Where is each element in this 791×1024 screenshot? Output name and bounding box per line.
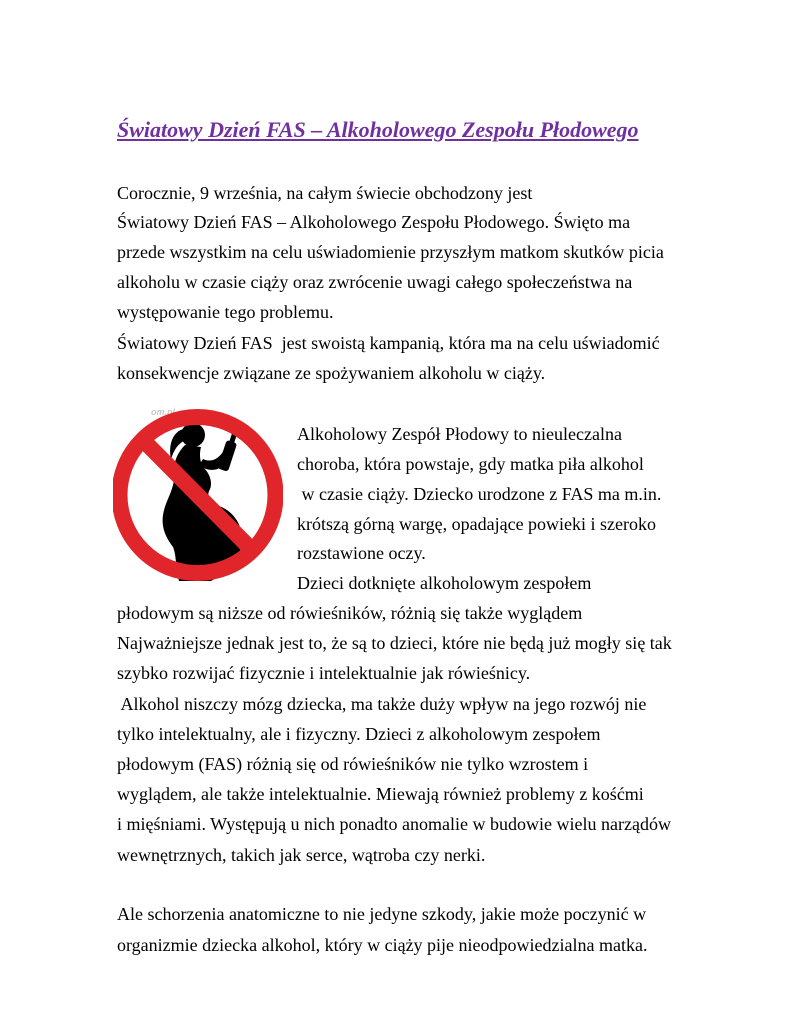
body-text-line: szybko rozwijać fizycznie i intelektualnie jak rówieśnicy. bbox=[117, 663, 531, 683]
body-text-line: konsekwencje związane ze spożywaniem alkoholu w ciąży. bbox=[117, 363, 546, 383]
body-text-line: Najważniejsze jednak jest to, że są to dzieci, które nie będą już mogły się tak bbox=[117, 633, 672, 653]
body-text-line: wewnętrznych, takich jak serce, wątroba czy nerki. bbox=[117, 845, 486, 865]
body-text-line: alkoholu w czasie ciąży oraz zwrócenie uwagi całego społeczeństwa na bbox=[117, 272, 633, 292]
body-text-line: tylko intelektualny, ale i fizyczny. Dzieci z alkoholowym zespołem bbox=[117, 724, 601, 744]
body-text-line: Alkoholowy Zespół Płodowy to nieuleczalna bbox=[297, 424, 622, 444]
body-text-line: płodowym są niższe od rówieśników, różnią się także wyglądem bbox=[117, 603, 583, 623]
body-text-line: w czasie ciąży. Dziecko urodzone z FAS ma m.in. bbox=[297, 484, 662, 504]
document-title: Światowy Dzień FAS – Alkoholowego Zespołu Płodowego bbox=[117, 117, 639, 142]
body-text-line: Światowy Dzień FAS – Alkoholowego Zespołu Płodowego. Święto ma bbox=[117, 212, 631, 232]
body-text-line: występowanie tego problemu. bbox=[117, 302, 334, 322]
body-text-line: Dzieci dotknięte alkoholowym zespołem bbox=[297, 573, 592, 593]
body-text-line: Światowy Dzień FAS jest swoistą kampanią, która ma na celu uświadomić bbox=[117, 333, 660, 353]
no-alcohol-in-pregnancy-icon bbox=[113, 405, 283, 585]
body-text-line: krótszą górną wargę, opadające powieki i szeroko bbox=[297, 514, 657, 534]
body-text-line: wyglądem, ale także intelektualnie. Miewają również problemy z kośćmi bbox=[117, 784, 644, 804]
body-text-line: rozstawione oczy. bbox=[297, 543, 426, 563]
watermark-text: om.pl bbox=[151, 407, 175, 417]
body-text-line: przede wszystkim na celu uświadomienie przyszłym matkom skutków picia bbox=[117, 242, 664, 262]
body-text-line: Alkohol niszczy mózg dziecka, ma także duży wpływ na jego rozwój nie bbox=[117, 694, 647, 714]
body-text-line: choroba, która powstaje, gdy matka piła alkohol bbox=[297, 454, 644, 474]
body-text-line: płodowym (FAS) różnią się od rówieśników nie tylko wzrostem i bbox=[117, 754, 589, 774]
body-text-line: Ale schorzenia anatomiczne to nie jedyne szkody, jakie może poczynić w bbox=[117, 904, 647, 924]
body-text-line: i mięśniami. Występują u nich ponadto anomalie w budowie wielu narządów bbox=[117, 814, 671, 834]
body-text-line: Corocznie, 9 września, na całym świecie obchodzony jest bbox=[117, 183, 533, 203]
body-text-line: organizmie dziecka alkohol, który w ciąży pije nieodpowiedzialna matka. bbox=[117, 935, 648, 955]
